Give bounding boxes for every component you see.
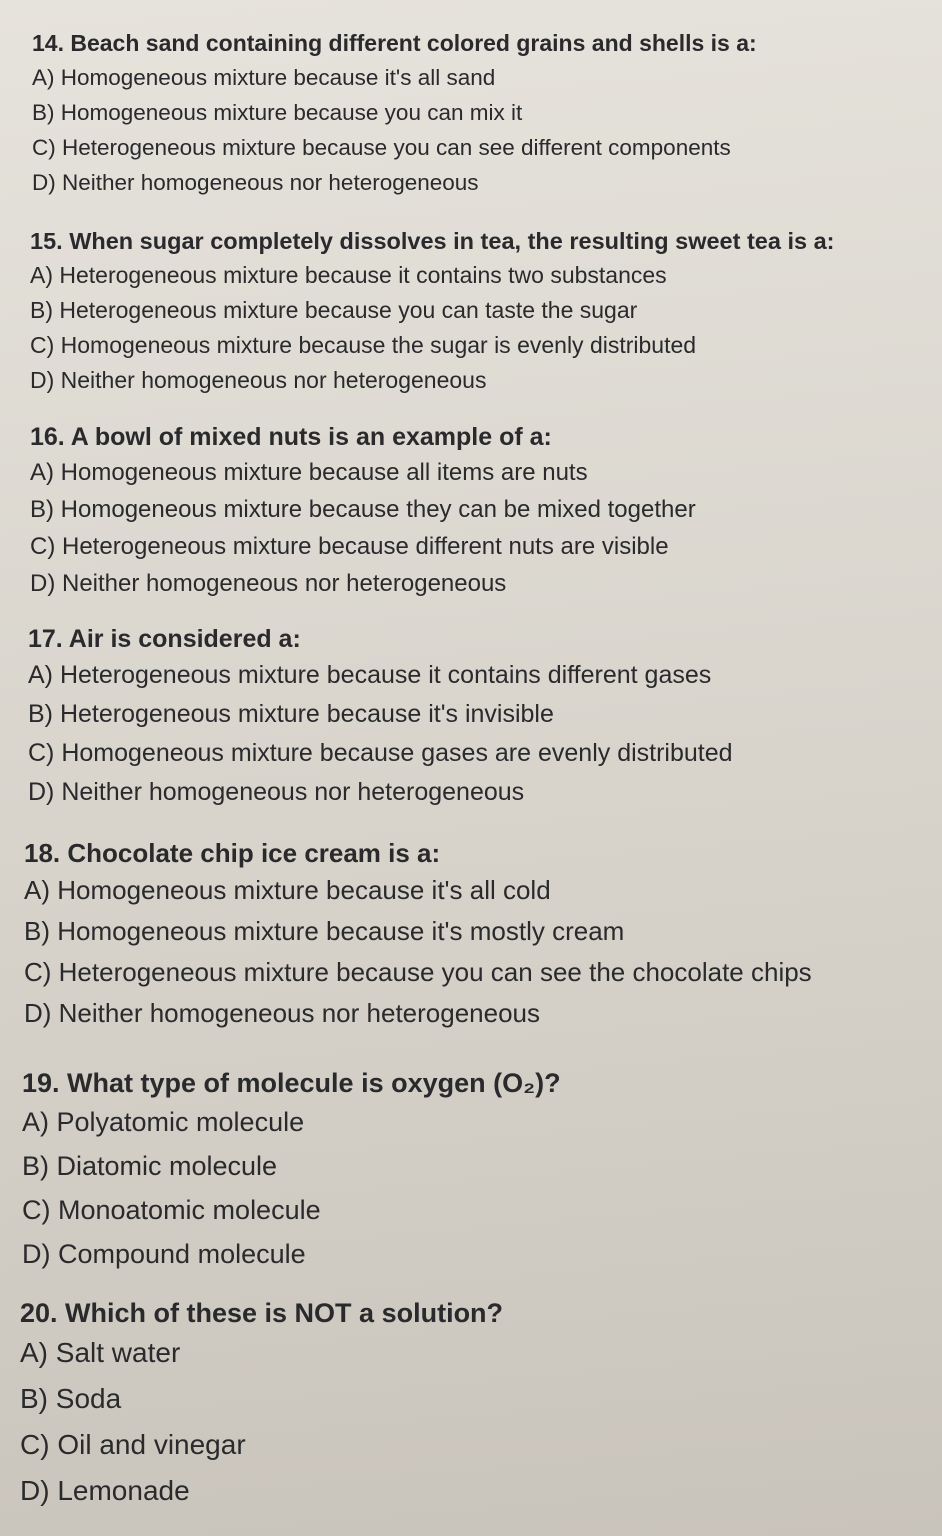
option-c: C) Oil and vinegar [20,1429,246,1460]
question-19 [22,1066,561,1276]
question-14 [32,26,757,200]
option-a: A) Homogeneous mixture because it's all sand [32,65,496,90]
option-d: D) Compound molecule [22,1239,306,1269]
question-title: 15. When sugar completely dissolves in tea, the resulting sweet tea is a: [30,228,835,254]
option-a: A) Homogeneous mixture because it's all cold [24,875,551,905]
option-a: A) Heterogeneous mixture because it contains different gases [28,661,712,689]
option-a: A) Homogeneous mixture because all items are nuts [30,459,588,486]
question-title: 18. Chocolate chip ice cream is a: [24,838,441,868]
option-d: D) Neither homogeneous nor heterogeneous [28,778,525,806]
option-c: C) Homogeneous mixture because the sugar is evenly distributed [30,332,697,358]
option-d: D) Neither homogeneous nor heterogeneous [30,367,487,393]
option-b: B) Homogeneous mixture because you can mix it [32,100,523,125]
question-title: 16. A bowl of mixed nuts is an example of a: [30,423,552,451]
option-b: B) Heterogeneous mixture because you can taste the sugar [30,297,638,323]
question-20 [20,1296,503,1514]
option-d: D) Neither homogeneous nor heterogeneous [30,570,507,597]
question-title: 20. Which of these is NOT a solution? [20,1298,504,1328]
option-a: A) Polyatomic molecule [22,1107,305,1137]
option-c: C) Heterogeneous mixture because different nuts are visible [30,533,669,560]
question-title: 17. Air is considered a: [28,625,301,653]
option-b: B) Homogeneous mixture because it's mostly cream [24,916,625,946]
option-c: C) Monoatomic molecule [22,1195,321,1225]
option-a: A) Heterogeneous mixture because it contains two substances [30,262,667,288]
option-b: B) Heterogeneous mixture because it's invisible [28,700,554,728]
question-17 [28,622,733,812]
option-a: A) Salt water [20,1337,181,1368]
option-b: B) Homogeneous mixture because they can be mixed together [30,496,696,523]
option-b: B) Diatomic molecule [22,1151,278,1181]
option-d: D) Neither homogeneous nor heterogeneous [24,998,541,1028]
option-c: C) Heterogeneous mixture because you can see different components [32,135,731,160]
question-16 [30,420,696,602]
question-15 [30,224,835,398]
option-d: D) Lemonade [20,1475,190,1506]
question-title: 14. Beach sand containing different colored grains and shells is a: [32,30,757,56]
question-18 [24,836,812,1034]
option-b: B) Soda [20,1383,122,1414]
option-c: C) Homogeneous mixture because gases are evenly distributed [28,739,733,767]
question-title: 19. What type of molecule is oxygen (O₂)? [22,1068,561,1098]
option-d: D) Neither homogeneous nor heterogeneous [32,170,479,195]
option-c: C) Heterogeneous mixture because you can see the chocolate chips [24,957,812,987]
